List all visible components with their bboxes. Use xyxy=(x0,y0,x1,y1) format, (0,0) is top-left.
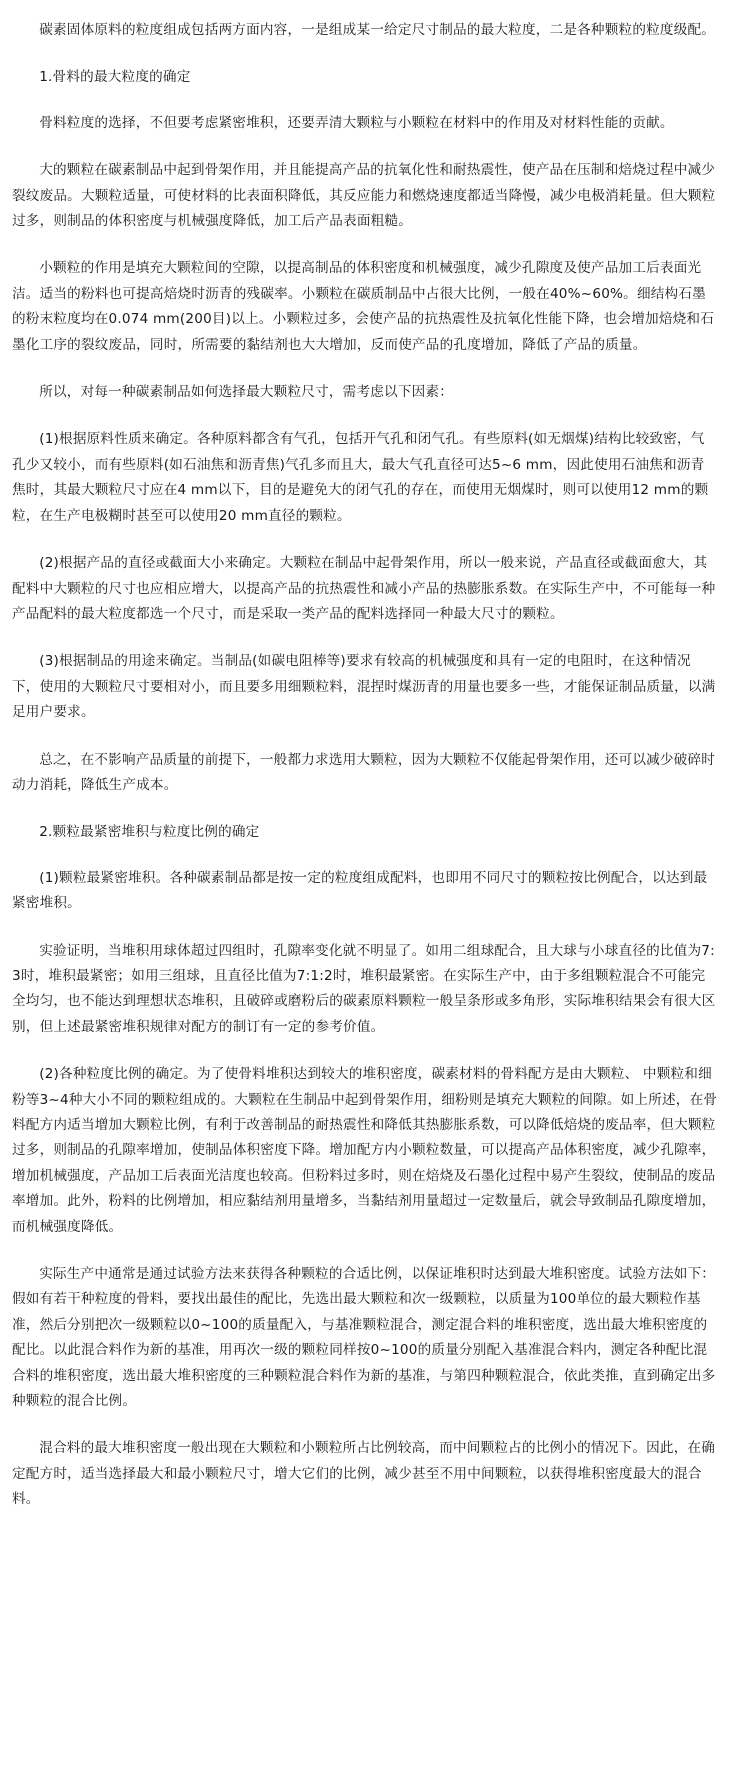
section-heading: 1.骨料的最大粒度的确定 xyxy=(39,69,191,86)
article-paragraph: 碳素固体原料的粒度组成包括两方面内容，一是组成某一给定尺寸制品的最大粒度，二是各种颗粒的粒度级配。 xyxy=(39,22,716,38)
article-paragraph: 大的颗粒在碳素制品中起到骨架作用，并且能提高产品的抗氧化性和耐热震性，使产品在压制和焙烧过程中减少裂纹废品。大颗粒适量，可使材料的比表面积降低，其反应能力和燃烧速度都适当降慢，减少电极消耗量。但大颗粒过多，则制品的体积密度与机械强度降低，加工后产品表面粗糙。 xyxy=(12,162,716,230)
article-paragraph: 实际生产中通常是通过试验方法来获得各种颗粒的合适比例，以保证堆积时达到最大堆积密度。试验方法如下：假如有若干种粒度的骨料，要找出最佳的配比，先选出最大颗粒和次一级颗粒，以质量为100单位的最大颗粒作基准，然后分别把次一级颗粒以0~100的质量配入，与基准颗粒混合，测定混合料的堆积密度，选出最大堆积密度的配比。以此混合料作为新的基准，用再次一级的颗粒同样按0~100的质量分别配入基准混合料内，测定各种配比混合料的堆积密度，选出最大堆积密度的三种颗粒混合料作为新的基准，与第四种颗粒混合，依此类推，直到确定出多种颗粒的混合比例。 xyxy=(12,1266,716,1410)
article-paragraph: 所以，对每一种碳素制品如何选择最大颗粒尺寸，需考虑以下因素： xyxy=(39,384,453,401)
article-paragraph: 骨料粒度的选择，不但要考虑紧密堆积，还要弄清大颗粒与小颗粒在材料中的作用及对材料性能的贡献。 xyxy=(39,114,674,131)
article-paragraph: 总之，在不影响产品质量的前提下，一般都力求选用大颗粒，因为大颗粒不仅能起骨架作用，还可以减少破碎时动力消耗，降低生产成本。 xyxy=(12,751,716,793)
article-paragraph: (1)根据原料性质来确定。各种原料都含有气孔，包括开气孔和闭气孔。有些原料(如无烟煤)结构比较致密，气孔少又较小，而有些原料(如石油焦和沥青焦)气孔多而且大，最大气孔直径可达5~6 mm，因此使用石油焦和沥青焦时，其最大颗粒尺寸应在4 mm以下，目的是避免大的闭气孔的存在，而使用无烟煤时，则可以使用12 mm的颗粒，在生产电极糊时甚至可以使用20 mm直径的颗粒。 xyxy=(12,431,709,524)
section-heading: 2.颗粒最紧密堆积与粒度比例的确定 xyxy=(39,824,260,841)
article-paragraph: 实验证明，当堆积用球体超过四组时，孔隙率变化就不明显了。如用二组球配合，且大球与小球直径的比值为7:3时，堆积最紧密；如用三组球，且直径比值为7:1:2时，堆积最紧密。在实际生产中，由于多组颗粒混合不可能完全均匀，也不能达到理想状态堆积，且破碎或磨粉后的碳素原料颗粒一般呈条形或多角形，实际堆积结果会有很大区别，但上述最紧密堆积规律对配方的制订有一定的参考价值。 xyxy=(12,942,716,1035)
article-paragraph: (2)根据产品的直径或截面大小来确定。大颗粒在制品中起骨架作用，所以一般来说，产品直径或截面愈大，其配料中大颗粒的尺寸也应相应增大，以提高产品的抗热震性和减小产品的热膨胀系数。在实际生产中，不可能每一种产品配料的最大粒度都选一个尺寸，而是采取一类产品的配料选择同一种最大尺寸的颗粒。 xyxy=(12,555,716,622)
article-paragraph: 混合料的最大堆积密度一般出现在大颗粒和小颗粒所占比例较高，而中间颗粒占的比例小的情况下。因此，在确定配方时，适当选择最大和最小颗粒尺寸，增大它们的比例，减少甚至不用中间颗粒，以获得堆积密度最大的混合料。 xyxy=(12,1440,716,1508)
article-paragraph: (1)颗粒最紧密堆积。各种碳素制品都是按一定的粒度组成配料，也即用不同尺寸的颗粒按比例配合，以达到最紧密堆积。 xyxy=(12,869,708,912)
article-paragraph: (3)根据制品的用途来确定。当制品(如碳电阻棒等)要求有较高的机械强度和具有一定的电阻时，在这种情况下，使用的大颗粒尺寸要相对小，而且要多用细颗粒料，混捏时煤沥青的用量也要多一些，才能保证制品质量，以满足用户要求。 xyxy=(12,653,716,721)
article-paragraph: 小颗粒的作用是填充大颗粒间的空隙，以提高制品的体积密度和机械强度，减少孔隙度及使产品加工后表面光洁。适当的粉料也可提高焙烧时沥青的残碳率。小颗粒在碳质制品中占很大比例，一般在40%~60%。细结构石墨的粉末粒度均在0.074 mm(200目)以上。小颗粒过多，会使产品的抗热震性及抗氧化性能下降，也会增加焙烧和石墨化工序的裂纹废品，同时，所需要的黏结剂也大大增加，反而使产品的孔度增加，降低了产品的质量。 xyxy=(12,260,715,353)
article-body xyxy=(12,18,718,1535)
article-paragraph: (2)各种粒度比例的确定。为了使骨料堆积达到较大的堆积密度，碳素材料的骨料配方是由大颗粒、 中颗粒和细粉等3~4种大小不同的颗粒组成的。大颗粒在生制品中起到骨架作用，细粉则是填充大颗粒的间隙。如上所述，在骨料配方内适当增加大颗粒比例，有利于改善制品的耐热震性和降低其热膨胀系数，可以降低焙烧的废品率，但大颗粒过多，则制品的孔隙率增加，使制品体积密度下降。增加配方内小颗粒数量，可以提高产品体积密度，减少孔隙率，增加机械强度，产品加工后表面光洁度也较高。但粉料过多时，则在焙烧及石墨化过程中易产生裂纹，使制品的废品率增加。此外，粉料的比例增加，相应黏结剂用量增多，当黏结剂用量超过一定数量后，就会导致制品孔隙度增加，而机械强度降低。 xyxy=(12,1066,718,1235)
